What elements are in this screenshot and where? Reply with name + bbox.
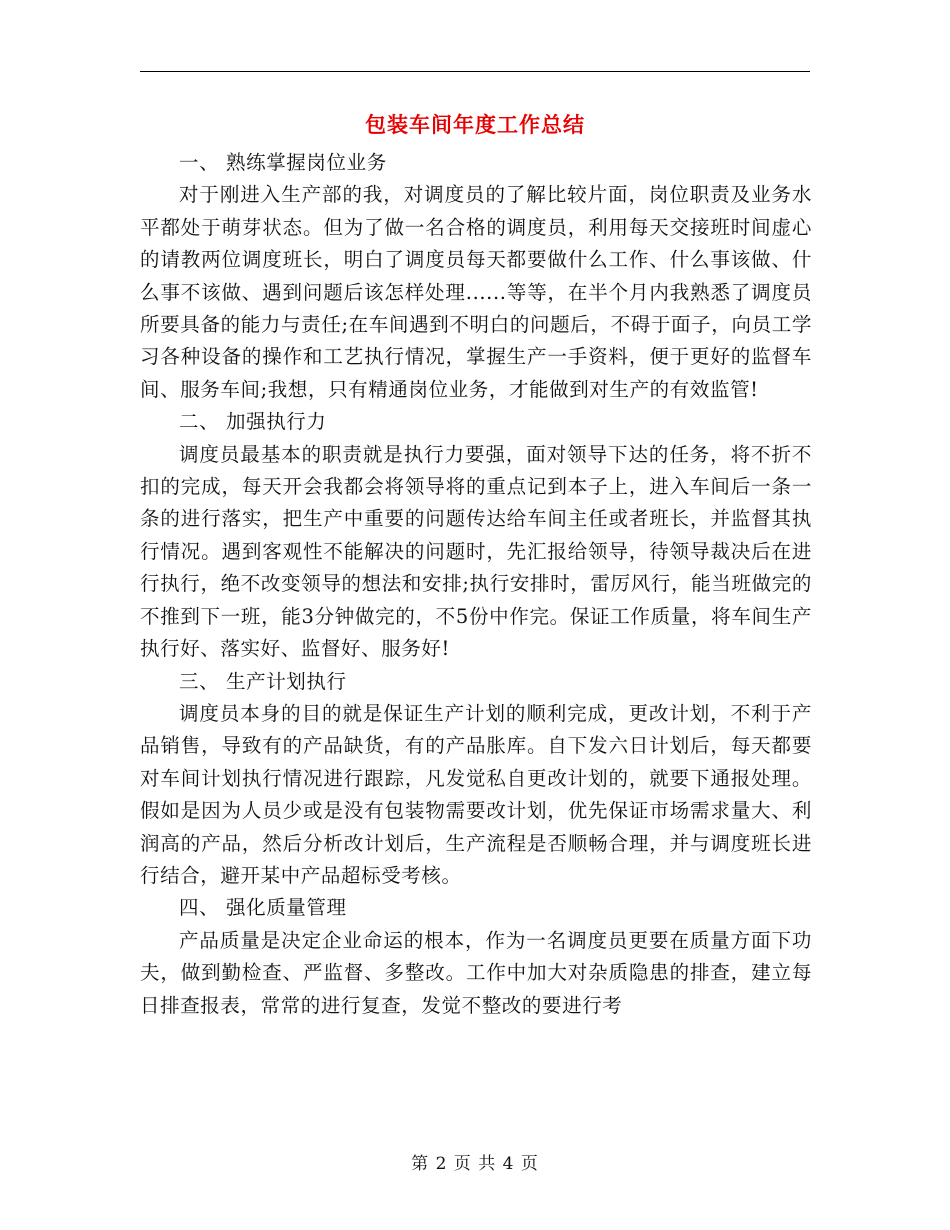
document-title: 包装车间年度工作总结 [365, 112, 585, 137]
section-paragraph-1: 对于刚进入生产部的我，对调度员的了解比较片面，岗位职责及业务水平都处于萌芽状态。但为了做一名合格的调度员，利用每天交接班时间虚心的请教两位调度班长，明白了调度员每天都要做什么工作、什么事该做、什么事不该做、遇到问题后该怎样处理......等等，在半个月内我熟悉了调度员所要具备的能力与责任;在车间遇到不明白的问题后，不碍于面子，向员工学习各种设备的操作和工艺执行情况，掌握生产一手资料，便于更好的监督车间、服务车间;我想，只有精通岗位业务，才能做到对生产的有效监管! [140, 183, 812, 401]
section-heading-2: 二、 加强执行力 [179, 410, 327, 434]
section-heading-1: 一、 熟练掌握岗位业务 [179, 151, 387, 174]
section-paragraph-3: 调度员本身的目的就是保证生产计划的顺利完成，更改计划，不利于产品销售，导致有的产品缺货，有的产品胀库。自下发六日计划后，每天都要对车间计划执行情况进行跟踪，凡发觉私自更改计划的，就要下通报处理。假如是因为人员少或是没有包装物需要改计划，优先保证市场需求量大、利润高的产品，然后分析改计划后，生产流程是否顺畅合理，并与调度班长进行结合，避开某中产品超标受考核。 [140, 701, 812, 887]
section-paragraph-4: 产品质量是决定企业命运的根本，作为一名调度员更要在质量方面下功夫，做到勤检查、严监督、多整改。工作中加大对杂质隐患的排查，建立每日排查报表，常常的进行复查，发觉不整改的要进行考 [140, 928, 812, 1017]
page-number-footer: 第 2 页 共 4 页 [411, 1154, 539, 1174]
section-heading-4: 四、 强化质量管理 [179, 896, 347, 920]
document-body [140, 147, 812, 1022]
header-rule [140, 71, 810, 72]
section-paragraph-2: 调度员最基本的职责就是执行力要强，面对领导下达的任务，将不折不扣的完成，每天开会我都会将领导将的重点记到本子上，进入车间后一条一条的进行落实，把生产中重要的问题传达给车间主任或者班长，并监督其执行情况。遇到客观性不能解决的问题时，先汇报给领导，待领导裁决后在进行执行，绝不改变领导的想法和安排;执行安排时，雷厉风行，能当班做完的不推到下一班，能3分钟做完的，不5份中作完。保证工作质量，将车间生产执行好、落实好、监督好、服务好! [140, 442, 812, 661]
section-heading-3: 三、 生产计划执行 [179, 669, 347, 693]
